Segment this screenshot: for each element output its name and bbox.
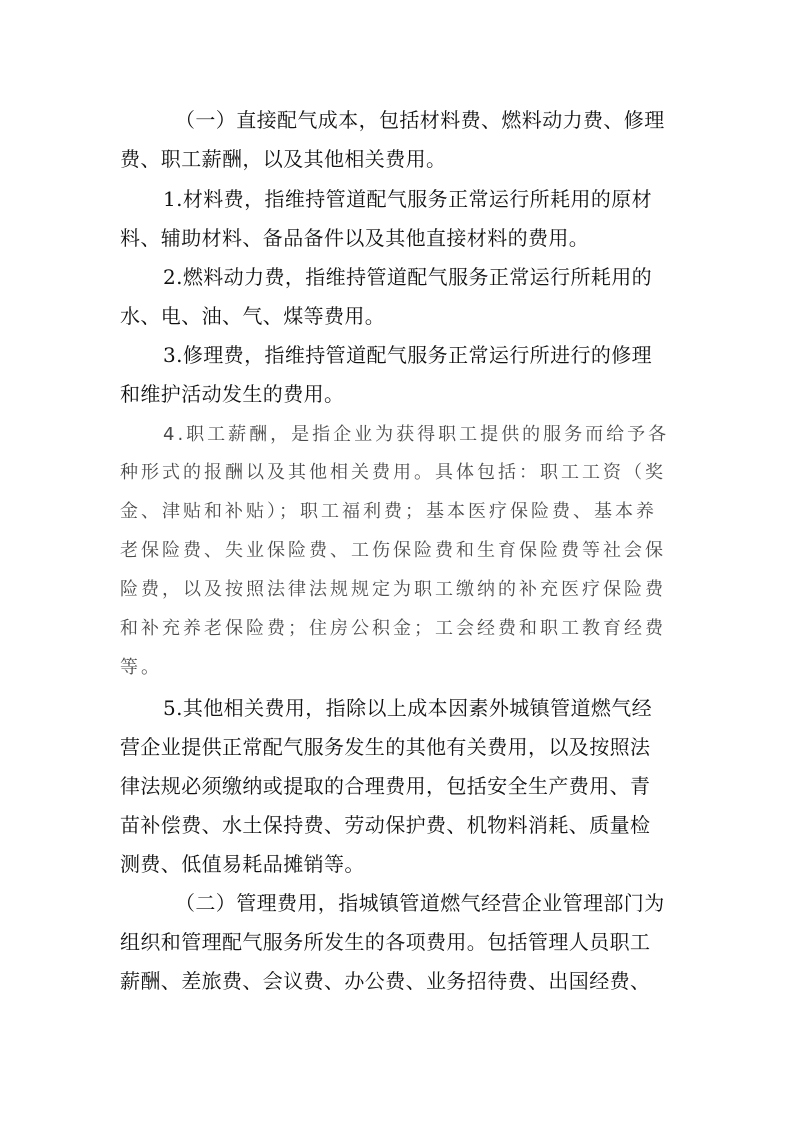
text-line-17: 营企业提供正常配气服务发生的其他有关费用，以及按照法 — [120, 735, 651, 759]
text-line-10: 种形式的报酬以及其他相关费用。具体包括：职工工资（奖 — [120, 462, 666, 483]
text-line-1: （一）直接配气成本，包括材料费、燃料动力费、修理 — [175, 108, 665, 132]
text-line-6: 水、电、油、气、煤等费用。 — [120, 304, 386, 328]
text-line-8: 和维护活动发生的费用。 — [120, 382, 345, 406]
text-line-3: 1.材料费，指维持管道配气服务正常运行所耗用的原材 — [163, 187, 653, 211]
text-line-18: 律法规必须缴纳或提取的合理费用，包括安全生产费用、青 — [120, 774, 651, 798]
text-line-15: 等。 — [120, 657, 162, 678]
text-line-11: 金、津贴和补贴）；职工福利费；基本医疗保险费、基本养 — [120, 501, 657, 522]
text-line-19: 苗补偿费、水土保持费、劳动保护费、机物料消耗、质量检 — [120, 813, 651, 837]
text-line-14: 和补充养老保险费；住房公积金；工会经费和职工教育经费 — [120, 618, 666, 639]
text-line-22: 组织和管理配气服务所发生的各项费用。包括管理人员职工 — [120, 930, 651, 954]
text-line-21: （二）管理费用，指城镇管道燃气经营企业管理部门为 — [175, 891, 665, 915]
text-line-4: 料、辅助材料、备品备件以及其他直接材料的费用。 — [120, 226, 590, 250]
text-line-9: 4.职工薪酬，是指企业为获得职工提供的服务而给予各 — [163, 424, 670, 445]
text-line-16: 5.其他相关费用，指除以上成本因素外城镇管道燃气经 — [163, 696, 653, 720]
text-line-23: 薪酬、差旅费、会议费、办公费、业务招待费、出国经费、 — [120, 969, 651, 993]
text-line-5: 2.燃料动力费，指维持管道配气服务正常运行所耗用的 — [163, 265, 653, 289]
text-line-20: 测费、低值易耗品摊销等。 — [120, 852, 365, 876]
text-line-13: 险费，以及按照法律法规规定为职工缴纳的补充医疗保险费 — [120, 579, 666, 600]
text-line-2: 费、职工薪酬，以及其他相关费用。 — [120, 147, 447, 171]
text-line-12: 老保险费、失业保险费、工伤保险费和生育保险费等社会保 — [120, 540, 666, 561]
text-line-7: 3.修理费，指维持管道配气服务正常运行所进行的修理 — [163, 343, 653, 367]
